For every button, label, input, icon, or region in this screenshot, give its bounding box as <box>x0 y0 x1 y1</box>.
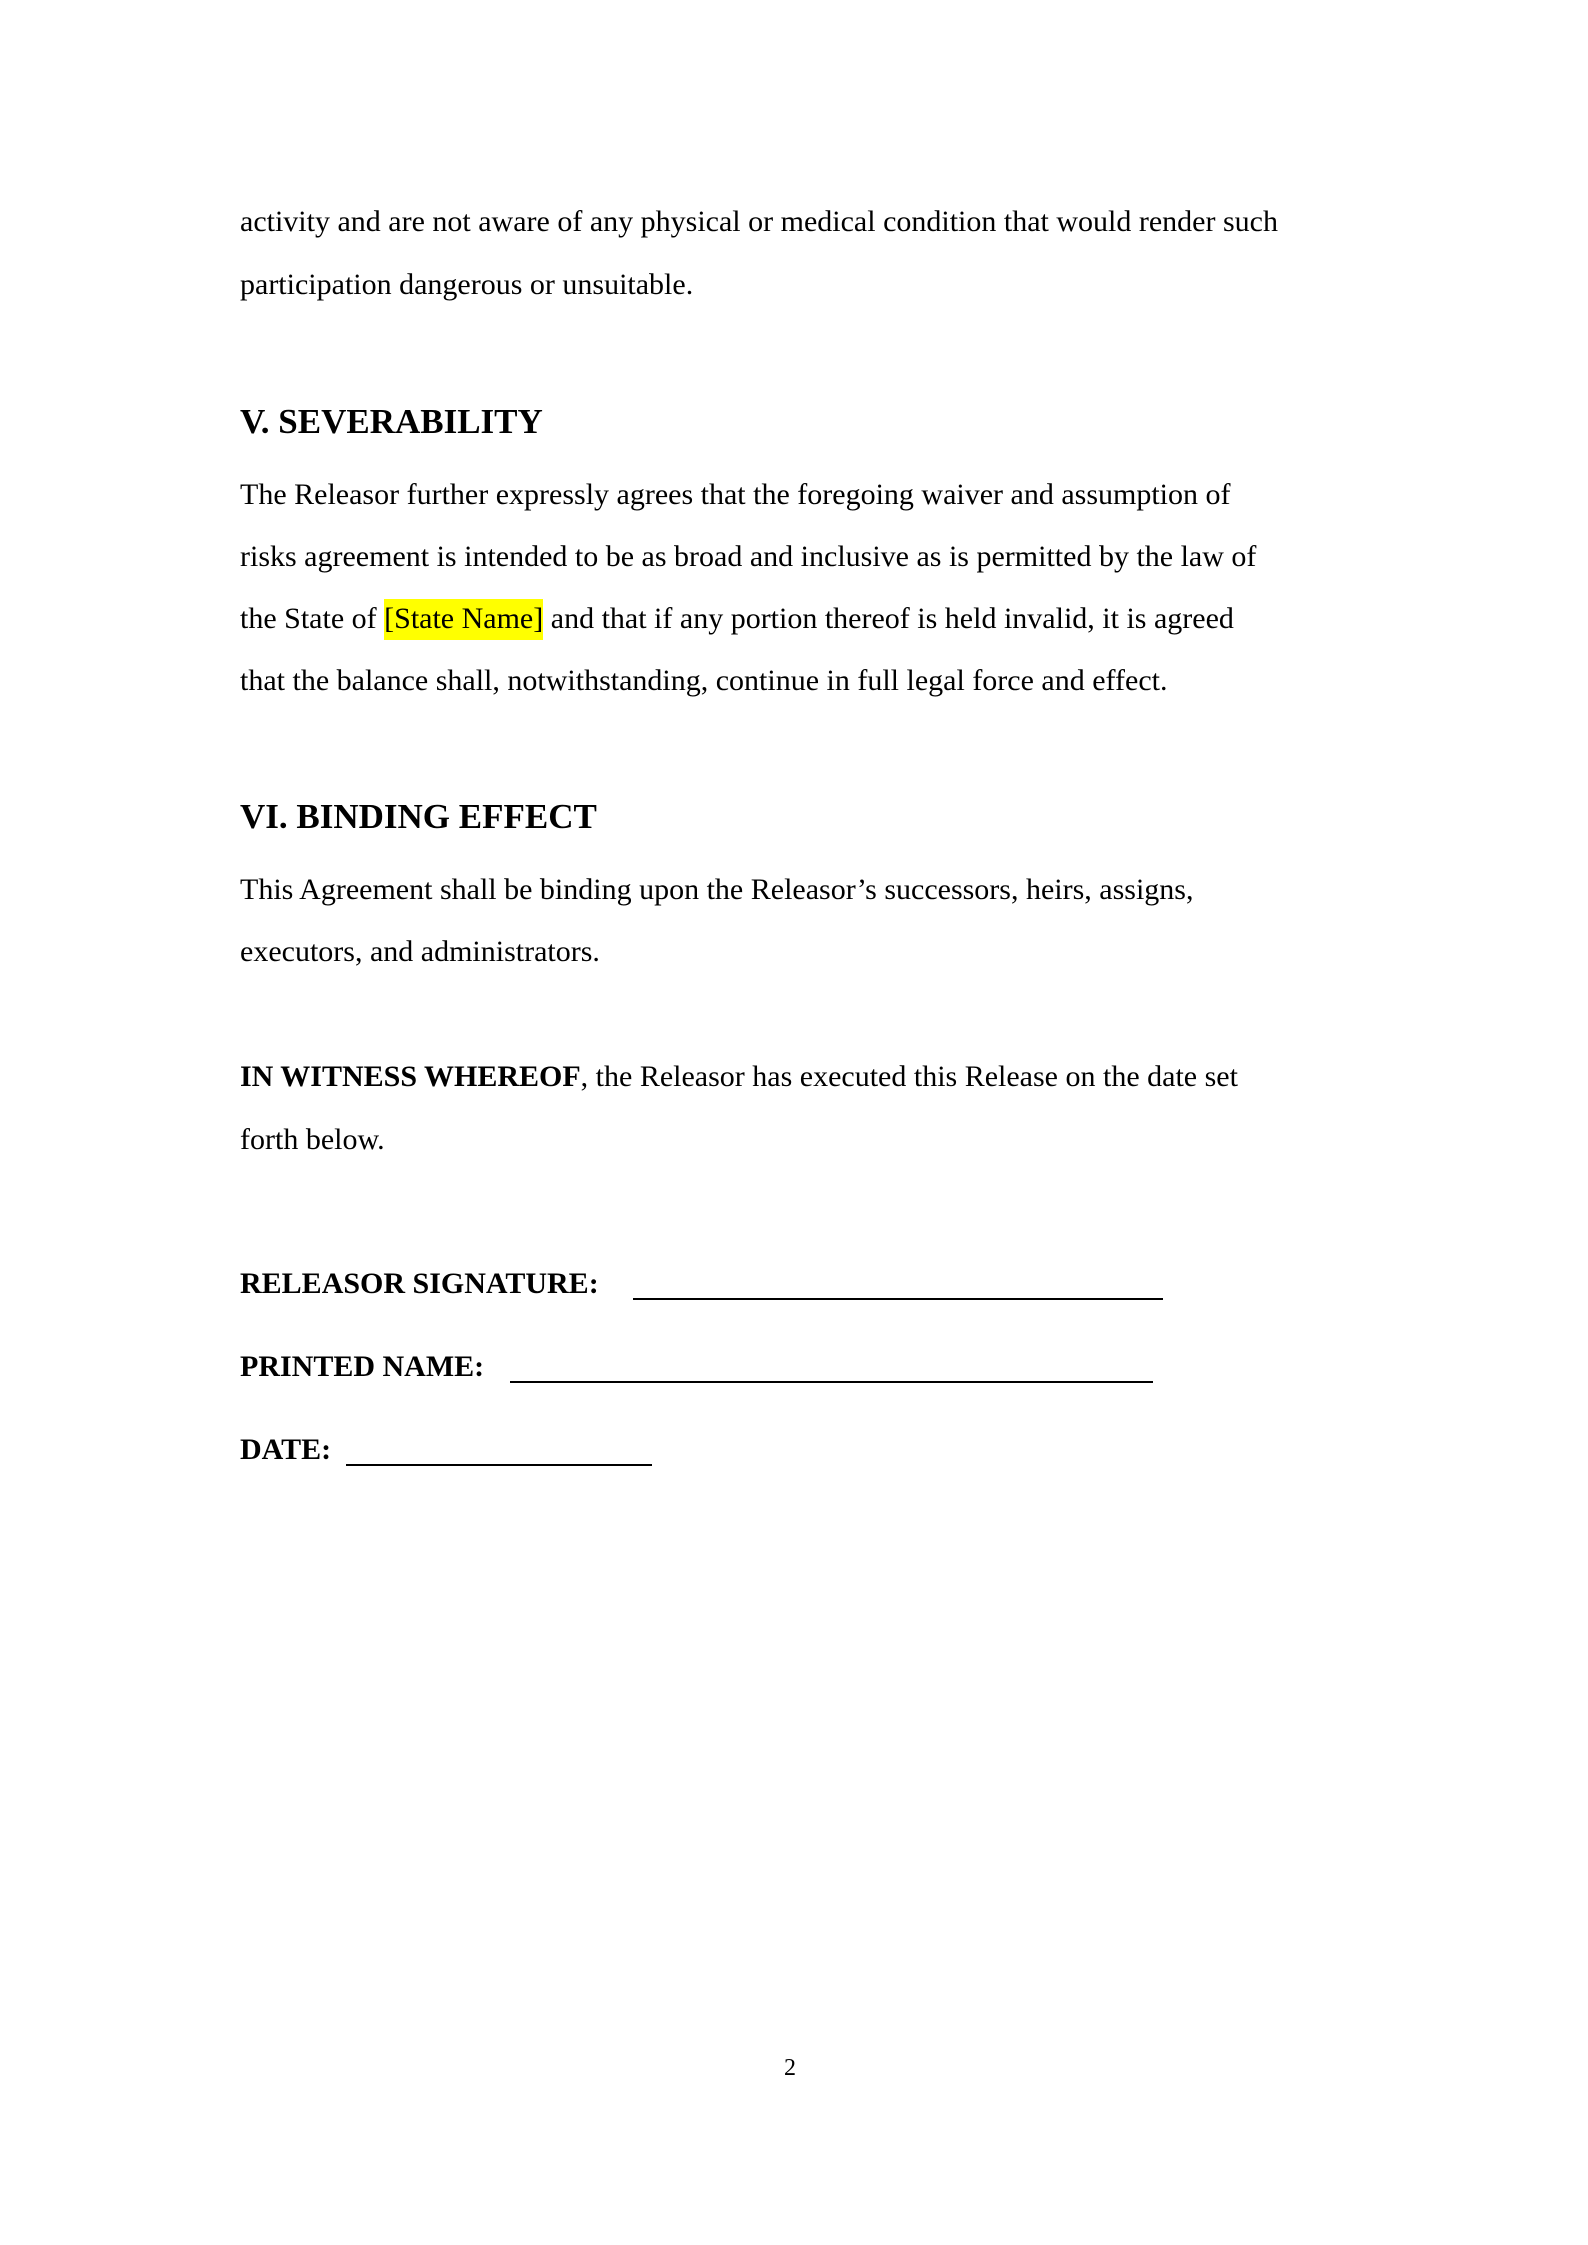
printed-name-label: PRINTED NAME: <box>240 1350 485 1383</box>
witness-line-1 <box>240 1059 1238 1095</box>
section-heading-binding-effect: VI. BINDING EFFECT <box>240 797 597 836</box>
signature-label: RELEASOR SIGNATURE: <box>240 1267 599 1300</box>
severability-line-3-post: and that if any portion thereof is held invalid, it is agreed <box>543 602 1234 635</box>
binding-effect-line-1: This Agreement shall be binding upon the Releasor’s successors, heirs, assigns, <box>240 873 1194 906</box>
state-name-placeholder: [State Name] <box>384 599 543 640</box>
severability-line-2: risks agreement is intended to be as broad and inclusive as is permitted by the law of <box>240 540 1257 573</box>
intro-line-2: participation dangerous or unsuitable. <box>240 268 694 301</box>
severability-line-4: that the balance shall, notwithstanding, continue in full legal force and effect. <box>240 664 1168 697</box>
binding-effect-line-2: executors, and administrators. <box>240 935 600 968</box>
printed-name-line[interactable] <box>510 1381 1153 1383</box>
severability-line-1: The Releasor further expressly agrees that the foregoing waiver and assumption of <box>240 478 1231 511</box>
severability-line-3 <box>240 601 1234 637</box>
severability-line-3-pre: the State of <box>240 602 385 635</box>
intro-line-1: activity and are not aware of any physical or medical condition that would render such <box>240 205 1278 238</box>
date-line[interactable] <box>346 1464 652 1466</box>
witness-line-2: forth below. <box>240 1123 385 1156</box>
signature-line[interactable] <box>633 1298 1163 1300</box>
witness-line-1-rest: , the Releasor has executed this Release on the date set <box>580 1060 1238 1093</box>
witness-bold-lead: IN WITNESS WHEREOF <box>240 1060 581 1093</box>
page-number: 2 <box>784 2055 796 2081</box>
section-heading-severability: V. SEVERABILITY <box>240 402 543 441</box>
date-label: DATE: <box>240 1433 332 1466</box>
